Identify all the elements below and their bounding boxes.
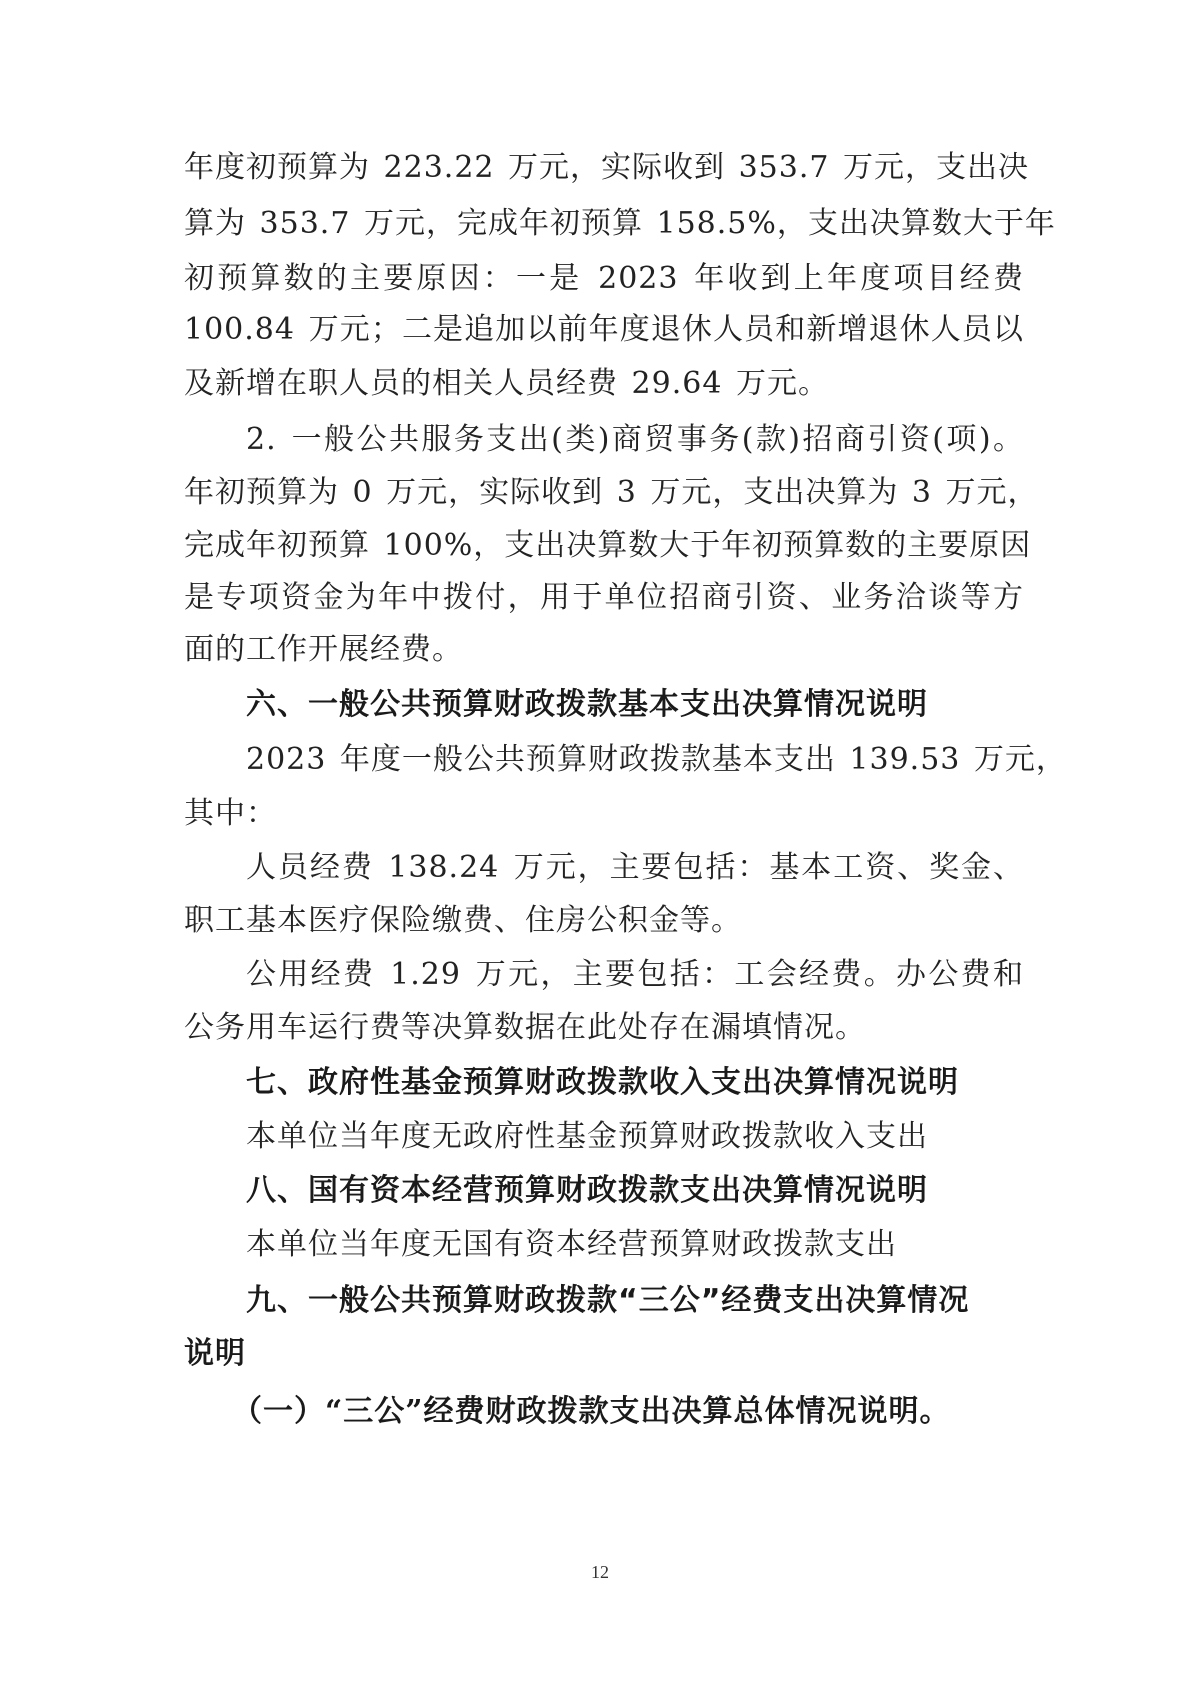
body-line: 是专项资金为年中拨付，用于单位招商引资、业务洽谈等方 <box>184 580 1024 615</box>
body-line: 2023 年度一般公共预算财政拨款基本支出 139.53 万元， <box>246 742 1067 777</box>
body-line: 公务用车运行费等决算数据在此处存在漏填情况。 <box>184 1010 866 1045</box>
subsection-heading: （一）“三公”经费财政拨款支出决算总体情况说明。 <box>232 1394 951 1429</box>
body-line: 职工基本医疗保险缴费、住房公积金等。 <box>184 903 742 938</box>
section-heading-6: 六、一般公共预算财政拨款基本支出决算情况说明 <box>246 687 928 722</box>
section-heading-7: 七、政府性基金预算财政拨款收入支出决算情况说明 <box>246 1065 959 1100</box>
body-line: 其中： <box>184 796 277 831</box>
body-line: 面的工作开展经费。 <box>184 632 463 667</box>
body-line: 公用经费 1.29 万元，主要包括：工会经费。办公费和 <box>246 957 1024 992</box>
body-line: 初预算数的主要原因：一是 2023 年收到上年度项目经费 <box>184 261 1024 296</box>
body-line: 及新增在职人员的相关人员经费 29.64 万元。 <box>184 366 829 401</box>
body-line: 本单位当年度无国有资本经营预算财政拨款支出 <box>246 1227 897 1262</box>
page-number: 12 <box>591 1562 609 1582</box>
body-line: 人员经费 138.24 万元，主要包括：基本工资、奖金、 <box>246 850 1024 885</box>
body-line: 完成年初预算 100%，支出决算数大于年初预算数的主要原因 <box>184 528 1032 563</box>
section-heading-9: 九、一般公共预算财政拨款“三公”经费支出决算情况 <box>246 1283 970 1318</box>
body-line: 本单位当年度无政府性基金预算财政拨款收入支出 <box>246 1119 928 1154</box>
body-line: 年度初预算为 223.22 万元，实际收到 353.7 万元，支出决 <box>184 150 1029 185</box>
section-heading-8: 八、国有资本经营预算财政拨款支出决算情况说明 <box>246 1173 928 1208</box>
body-line: 2. 一般公共服务支出(类)商贸事务(款)招商引资(项)。 <box>246 422 1024 457</box>
body-line: 100.84 万元；二是追加以前年度退休人员和新增退休人员以 <box>184 312 1024 347</box>
body-line: 算为 353.7 万元，完成年初预算 158.5%，支出决算数大于年 <box>184 206 1056 241</box>
section-heading-9-continued: 说明 <box>184 1336 246 1371</box>
body-line: 年初预算为 0 万元，实际收到 3 万元，支出决算为 3 万元， <box>184 475 1039 510</box>
